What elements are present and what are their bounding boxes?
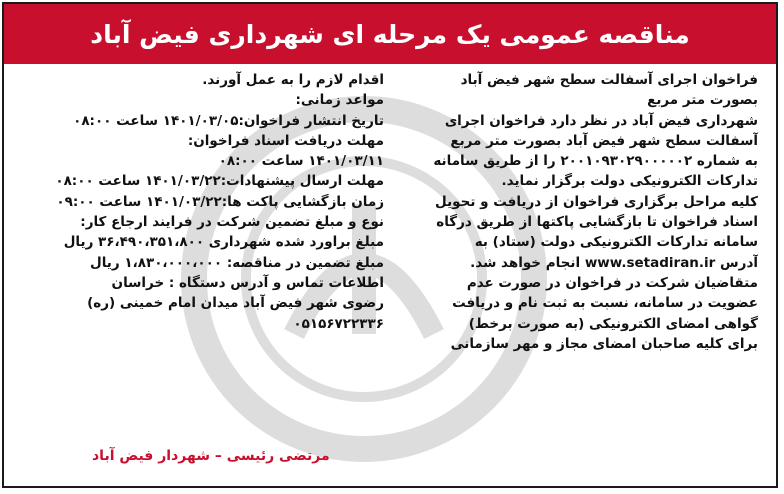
text-line: شهرداری فیض آباد در نظر دارد فراخوان اجرای [444, 112, 758, 129]
text-line: مهلت ارسال پیشنهادات:۱۴۰۱/۰۳/۲۲ ساعت ۰۸:۰۰ [55, 173, 384, 190]
text-line: تدارکات الکترونیکی دولت برگزار نماید. [501, 173, 758, 190]
text-line: رضوی شهر فیض آباد میدان امام خمینی (ره) [87, 295, 384, 312]
text-line: برای کلیه صاحبان امضای مجاز و مهر سازمانی [450, 335, 758, 352]
text-line: متقاضیان شرکت در فراخوان در صورت عدم [466, 274, 758, 291]
text-line: اقدام لازم را به عمل آورند. [202, 72, 384, 88]
text-line: آسفالت سطح شهر فیض آباد بصورت متر مربع [450, 132, 758, 149]
text-line: سامانه تدارکات الکترونیکی دولت (ستاد) به [474, 234, 758, 251]
text-line: مبلغ تضمین در مناقصه: ۱،۸۳۰،۰۰۰،۰۰۰ ریال [90, 254, 384, 271]
text-line: مهلت دریافت اسناد فراخوان: [187, 132, 384, 149]
text-line: نوع و مبلغ تضمین شرکت در فرایند ارجاع کار: [80, 214, 384, 231]
text-line: زمان بازگشایی پاکت ها:۱۴۰۱/۰۳/۲۲ ساعت ۰۹:۰۰ [56, 193, 384, 210]
text-line: عضویت در سامانه، نسبت به ثبت نام و دریافت [452, 295, 758, 312]
text-line: اسناد فراخوان تا بازگشایی پاکتها از طریق درگاه [436, 214, 758, 231]
text-line: ۰۵۱۵۶۷۲۲۳۳۶ [293, 315, 384, 332]
text-line: مواعد زمانی: [295, 92, 384, 109]
notice-frame [2, 2, 778, 488]
notice-header [4, 4, 776, 64]
text-line: به شماره ۲۰۰۱۰۹۳۰۲۹۰۰۰۰۰۲ را از طریق سامانه [433, 153, 758, 170]
text-line: گواهی امضای الکترونیکی (به صورت برخط) [468, 315, 758, 332]
text-line: کلیه مراحل برگزاری فراخوان از دریافت و تحویل [435, 193, 758, 210]
text-line: اطلاعات تماس و آدرس دستگاه : خراسان [111, 274, 384, 291]
signature: مرتضی رئیسی – شهردار فیض آباد [92, 448, 330, 464]
text-line: ۱۴۰۱/۰۳/۱۱ ساعت ۰۸:۰۰ [218, 153, 384, 170]
text-line: بصورت متر مربع [647, 92, 758, 109]
notice-title: مناقصه عمومی یک مرحله ای شهرداری فیض آباد [90, 19, 690, 49]
text-line: آدرس www.setadiran.ir انجام خواهد شد. [470, 254, 758, 271]
text-line: تاریخ انتشار فراخوان:۱۴۰۱/۰۳/۰۵ ساعت ۰۸:۰۰ [73, 112, 384, 129]
text-line: فراخوان اجرای آسفالت سطح شهر فیض آباد [460, 72, 758, 88]
text-line: مبلغ براورد شده شهرداری ۳۶،۴۹۰،۳۵۱،۸۰۰ ریال [63, 234, 384, 251]
left-column [16, 70, 384, 334]
right-column [398, 70, 758, 354]
